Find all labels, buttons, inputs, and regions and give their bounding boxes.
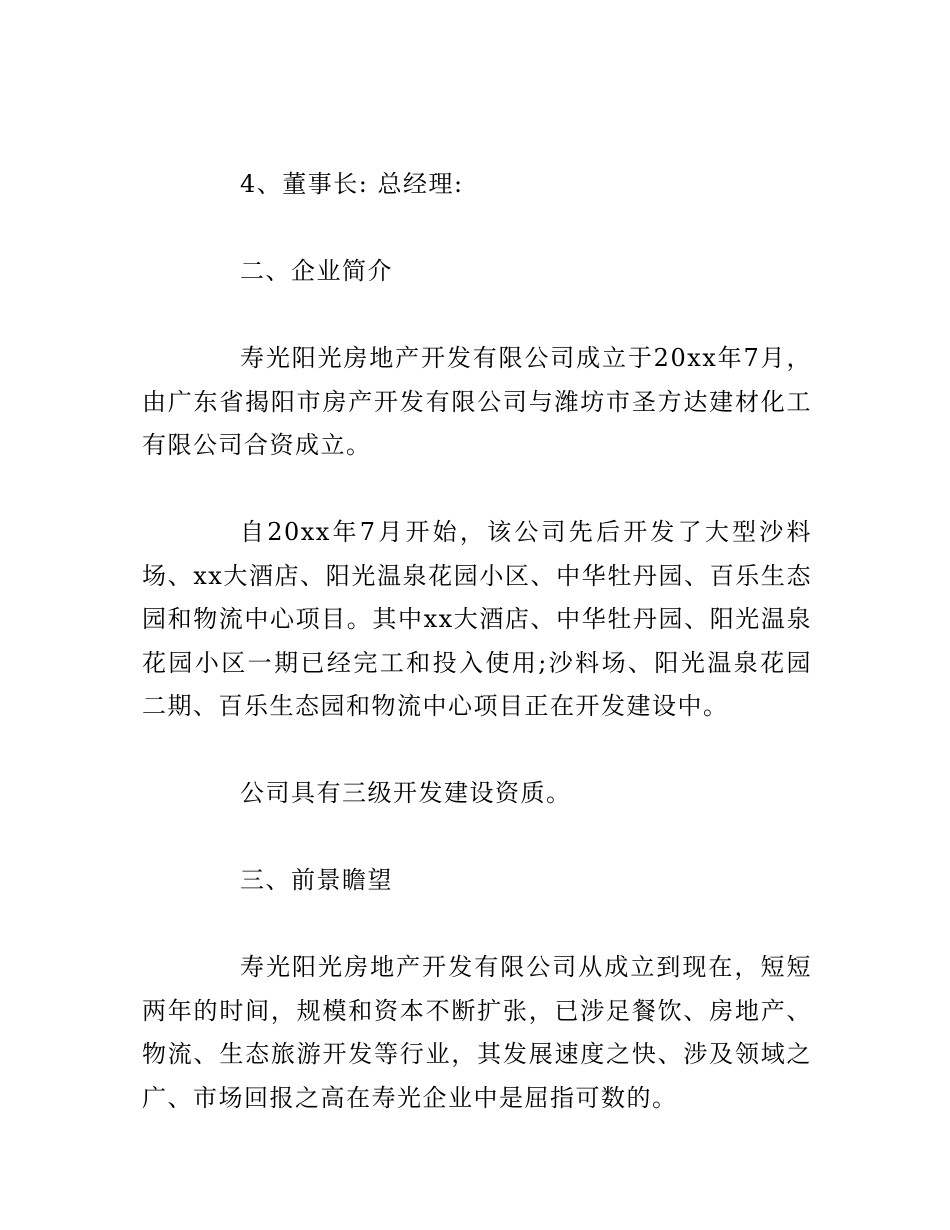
document-body [142, 163, 812, 1164]
paragraph-company-founding: 寿光阳光房地产开发有限公司成立于20xx年7月，由广东省揭阳市房产开发有限公司与潍坊市圣方达建材化工有限公司合资成立。 [142, 344, 812, 459]
chairman-manager-line: 4、董事长: 总经理: [240, 170, 464, 198]
section-heading-company-profile: 二、企业简介 [240, 257, 393, 285]
paragraph-outlook: 寿光阳光房地产开发有限公司从成立到现在，短短两年的时间，规模和资本不断扩张，已涉足餐饮、房地产、物流、生态旅游开发等行业，其发展速度之快、涉及领域之广、市场回报之高在寿光企业中是屈指可数的。 [142, 953, 812, 1112]
paragraph-qualification: 公司具有三级开发建设资质。 [240, 779, 572, 807]
paragraph-projects: 自20xx年7月开始，该公司先后开发了大型沙料场、xx大酒店、阳光温泉花园小区、中华牡丹园、百乐生态园和物流中心项目。其中xx大酒店、中华牡丹园、阳光温泉花园小区一期已经完工和投入使用;沙料场、阳光温泉花园二期、百乐生态园和物流中心项目正在开发建设中。 [142, 518, 812, 720]
section-heading-outlook: 三、前景瞻望 [240, 866, 393, 894]
